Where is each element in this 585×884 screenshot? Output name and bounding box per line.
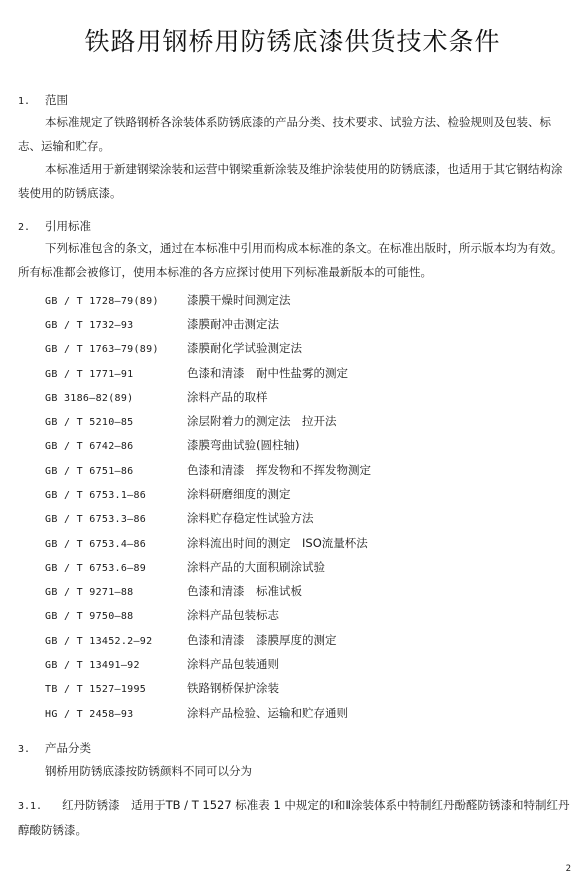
standard-row <box>45 365 348 381</box>
section-3-title: 产品分类 <box>45 741 91 755</box>
standard-name: 涂料流出时间的测定 ISO流量杯法 <box>187 536 368 550</box>
standard-code: GB / T 5210—85 <box>45 417 134 428</box>
standard-name: 涂料产品包装通则 <box>187 657 279 671</box>
section-1-number: 1. <box>18 96 31 107</box>
standard-name: 漆膜弯曲试验(圆柱轴) <box>187 438 300 452</box>
standard-row <box>45 510 314 526</box>
standard-name: 漆膜耐冲击测定法 <box>187 317 279 331</box>
standard-code: GB / T 6753.6—89 <box>45 563 147 574</box>
standard-row <box>45 462 371 478</box>
section-3-heading <box>18 740 91 756</box>
section-3-paragraph-1 <box>18 760 570 784</box>
section-3-1-number: 3.1. <box>18 801 43 812</box>
section-1-paragraph-2 <box>18 158 570 205</box>
standard-row <box>45 316 279 332</box>
standard-code: GB / T 13452.2—92 <box>45 636 153 647</box>
standard-code: GB / T 1732—93 <box>45 320 134 331</box>
standard-row <box>45 656 279 672</box>
standard-name: 涂料研磨细度的测定 <box>187 487 291 501</box>
section-2-number: 2. <box>18 222 31 233</box>
standard-name: 涂层附着力的测定法 拉开法 <box>187 414 337 428</box>
standard-row <box>45 607 279 623</box>
standard-code: GB / T 6753.1—86 <box>45 490 147 501</box>
standard-name: 色漆和清漆 标准试板 <box>187 584 302 598</box>
standard-row <box>45 340 302 356</box>
standard-name: 漆膜干燥时间测定法 <box>187 293 291 307</box>
standard-code: GB / T 13491—92 <box>45 660 140 671</box>
standard-code: GB / T 9271—88 <box>45 587 134 598</box>
standard-row <box>45 535 368 551</box>
document-title: 铁路用钢桥用防锈底漆供货技术条件 <box>84 27 501 56</box>
section-2-paragraph-1-text: 下列标准包含的条文，通过在本标准中引用而构成本标准的条文。在标准出版时，所示版本均为有效。所有标准都会被修订，使用本标准的各方应探讨使用下列标准最新版本的可能性。 <box>18 241 563 279</box>
standard-name: 涂料贮存稳定性试验方法 <box>187 511 314 525</box>
standard-code: GB / T 1728—79(89) <box>45 296 159 307</box>
standard-code: GB / T 1771—91 <box>45 369 134 380</box>
standard-code: GB / T 9750—88 <box>45 611 134 622</box>
standard-code: GB / T 6742—86 <box>45 441 134 452</box>
standard-row <box>45 632 337 648</box>
section-2-title: 引用标准 <box>45 219 91 233</box>
standard-name: 涂料产品包装标志 <box>187 608 279 622</box>
page-number: 2 <box>565 864 571 874</box>
standard-name: 涂料产品的取样 <box>187 390 268 404</box>
standard-row <box>45 705 348 721</box>
section-3-number: 3. <box>18 744 31 755</box>
standard-row <box>45 559 325 575</box>
section-3-1-text: 红丹防锈漆 适用于TB / T 1527 标准表 1 中规定的Ⅰ和Ⅱ涂装体系中特制红丹酚醛防锈漆和特制红丹醇酸防锈漆。 <box>18 798 570 837</box>
standard-code: TB / T 1527—1995 <box>45 684 147 695</box>
standard-code: GB / T 1763—79(89) <box>45 344 159 355</box>
standard-code: GB 3186—82(89) <box>45 393 134 404</box>
standard-row <box>45 486 291 502</box>
standard-name: 色漆和清漆 漆膜厚度的测定 <box>187 633 337 647</box>
section-1-paragraph-1-text: 本标准规定了铁路钢桥各涂装体系防锈底漆的产品分类、技术要求、试验方法、检验规则及包装、标志、运输和贮存。 <box>18 115 551 153</box>
standard-name: 漆膜耐化学试验测定法 <box>187 341 302 355</box>
standard-row <box>45 292 291 308</box>
standard-row <box>45 680 279 696</box>
section-1-paragraph-2-text: 本标准适用于新建钢梁涂装和运营中钢梁重新涂装及维护涂装使用的防锈底漆，也适用于其它钢结构涂装使用的防锈底漆。 <box>18 162 563 200</box>
section-1-paragraph-1 <box>18 111 570 158</box>
standard-name: 色漆和清漆 挥发物和不挥发物测定 <box>187 463 371 477</box>
standard-row <box>45 583 302 599</box>
standard-code: GB / T 6753.3—86 <box>45 514 147 525</box>
standard-name: 涂料产品检验、运输和贮存通则 <box>187 706 348 720</box>
section-3-1 <box>18 794 573 842</box>
standard-name: 铁路钢桥保护涂装 <box>187 681 279 695</box>
standard-name: 色漆和清漆 耐中性盐雾的测定 <box>187 366 348 380</box>
standard-row <box>45 413 337 429</box>
standard-name: 涂料产品的大面积刷涂试验 <box>187 560 325 574</box>
section-2-paragraph-1 <box>18 237 570 284</box>
standard-code: GB / T 6753.4—86 <box>45 539 147 550</box>
section-1-heading <box>18 92 68 108</box>
section-3-paragraph-1-text: 钢桥用防锈底漆按防锈颜料不同可以分为 <box>45 764 252 778</box>
standard-row <box>45 437 299 453</box>
standard-code: GB / T 6751—86 <box>45 466 134 477</box>
section-1-title: 范围 <box>45 93 68 107</box>
section-2-heading <box>18 218 91 234</box>
standard-row <box>45 389 268 405</box>
standard-code: HG / T 2458—93 <box>45 709 134 720</box>
